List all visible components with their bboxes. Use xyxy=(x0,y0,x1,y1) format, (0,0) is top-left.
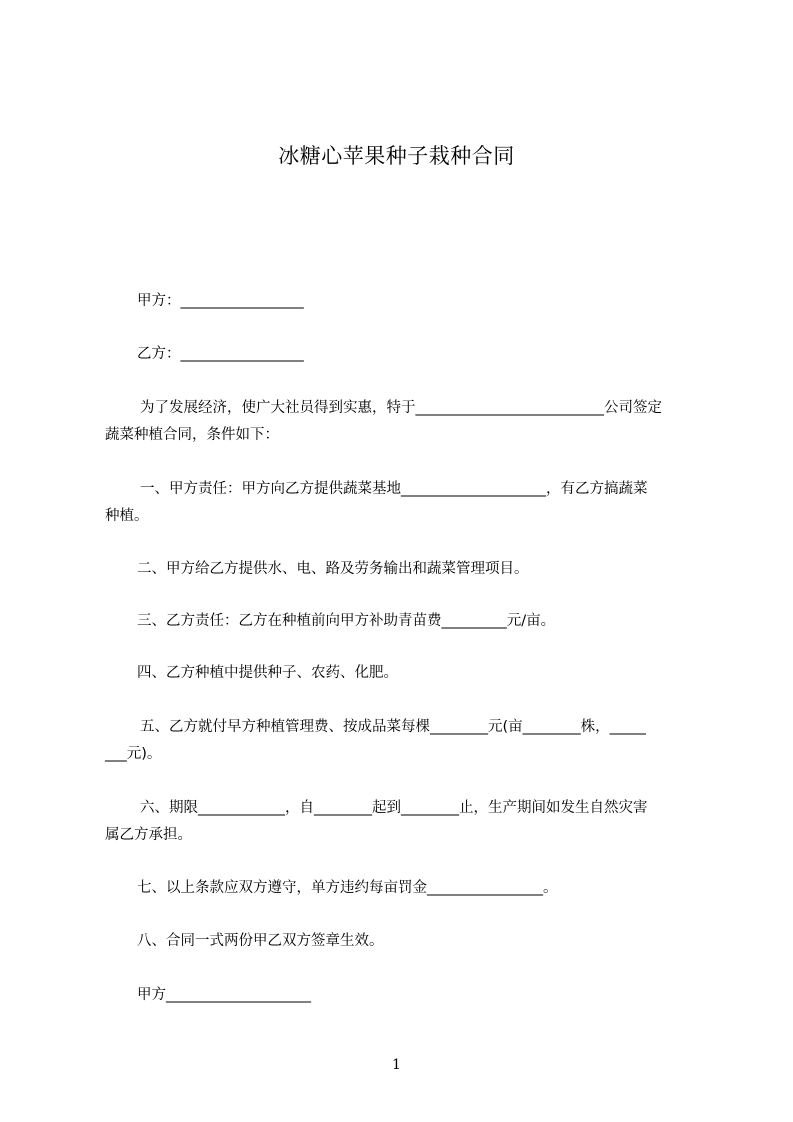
clause-5-line-2: ___元)。 xyxy=(105,746,162,762)
page-title: 冰糖心苹果种子栽种合同 xyxy=(278,144,515,168)
clause-1-line-2: 种植。 xyxy=(105,508,149,524)
signature-party-a: 甲方____________________ xyxy=(137,987,311,1003)
intro-paragraph-line-1: 为了发展经济，使广大社员得到实惠，特于__________________________公司签定 xyxy=(140,400,662,416)
clause-7: 七、以上条款应双方遵守，单方违约每亩罚金________________。 xyxy=(137,880,558,896)
clause-5-line-1: 五、乙方就付早方种植管理费、按成品菜每棵________元(亩________株，_____ xyxy=(140,719,646,735)
clause-1-line-1: 一、甲方责任：甲方向乙方提供蔬菜基地____________________，有乙方搞蔬菜 xyxy=(140,481,648,497)
party-a-line: 甲方：_________________ xyxy=(137,293,304,309)
intro-paragraph-line-2: 蔬菜种植合同，条件如下： xyxy=(105,427,279,443)
clause-4: 四、乙方种植中提供种子、农药、化肥。 xyxy=(137,665,398,681)
clause-6-line-1: 六、期限____________，自________起到________止，生产期间如发生自然灾害 xyxy=(140,800,648,816)
clause-2: 二、甲方给乙方提供水、电、路及劳务输出和蔬菜管理项目。 xyxy=(137,561,529,577)
clause-6-line-2: 属乙方承担。 xyxy=(105,827,192,843)
party-b-line: 乙方：_________________ xyxy=(137,346,304,362)
clause-3: 三、乙方责任：乙方在种植前向甲方补助青苗费_________元/亩。 xyxy=(137,613,556,629)
page-number: 1 xyxy=(392,1057,401,1073)
clause-8: 八、合同一式两份甲乙双方签章生效。 xyxy=(137,933,384,949)
